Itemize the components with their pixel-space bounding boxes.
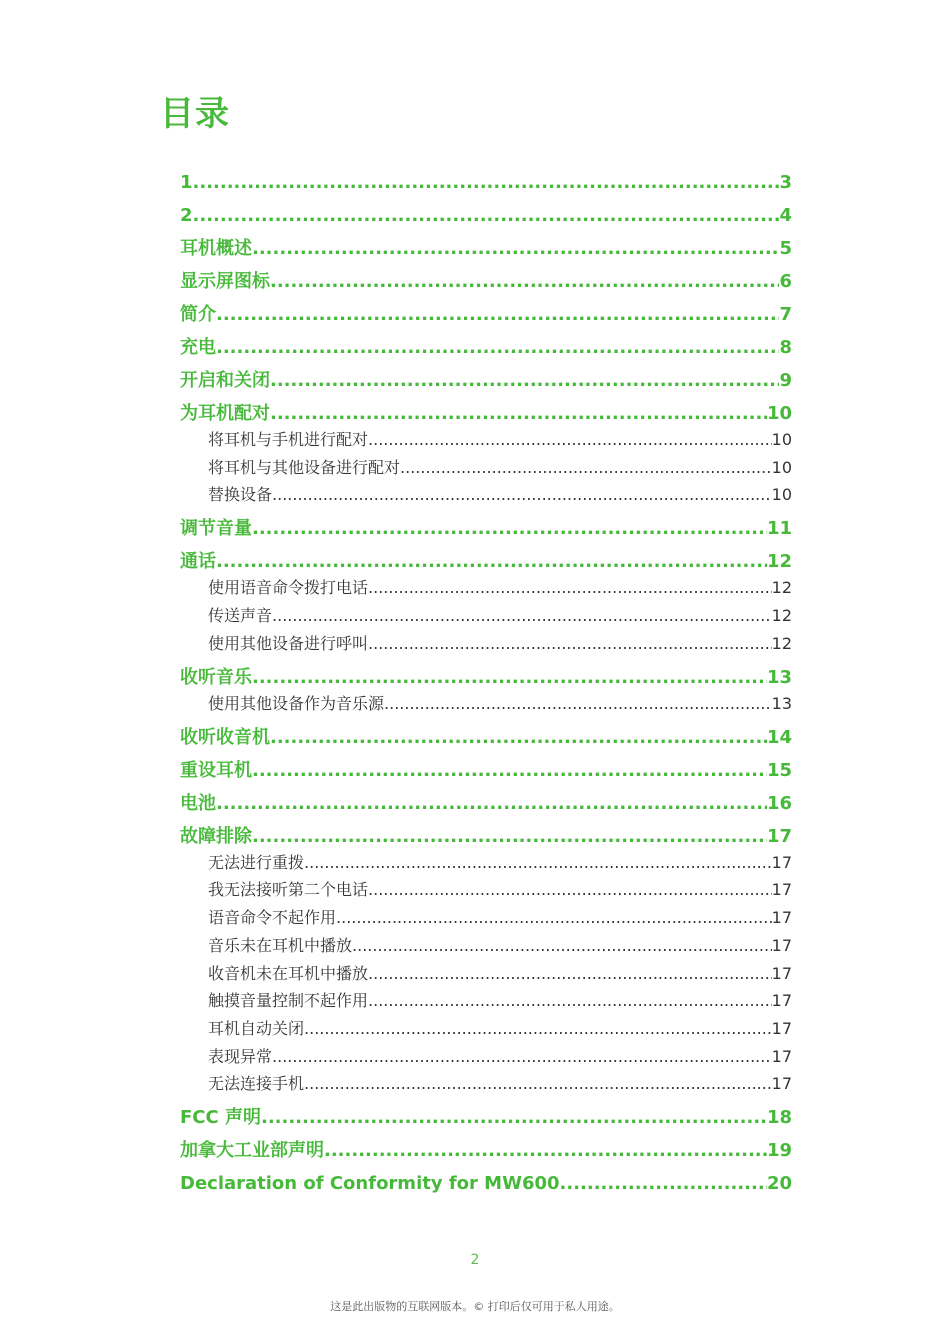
toc-entry-label: 耳机概述 bbox=[180, 238, 252, 259]
toc-entry-label: Declaration of Conformity for MW600 bbox=[180, 1173, 560, 1195]
toc-entry-label: 音乐未在耳机中播放 bbox=[208, 935, 353, 955]
toc-entry-label: 无法进行重拨 bbox=[208, 852, 305, 872]
page-number: 2 bbox=[470, 1252, 480, 1268]
toc-entry-page: 17 bbox=[766, 825, 792, 847]
toc-entry-label: 使用其他设备进行呼叫 bbox=[208, 633, 369, 653]
toc-subentry[interactable] bbox=[180, 630, 792, 663]
toc-dot-leader bbox=[560, 1169, 767, 1199]
toc-dot-leader bbox=[272, 1043, 772, 1070]
toc-entry-page: 11 bbox=[766, 518, 792, 540]
toc-dot-leader bbox=[384, 690, 772, 717]
toc-entry-page: 4 bbox=[779, 205, 792, 226]
toc-entry-label: 传送声音 bbox=[208, 606, 273, 626]
toc-entry-label: 语音命令不起作用 bbox=[208, 908, 337, 928]
toc-subentry[interactable] bbox=[180, 876, 792, 904]
toc-entry[interactable] bbox=[180, 756, 792, 789]
toc-entry-page: 3 bbox=[779, 172, 792, 193]
toc-entry[interactable] bbox=[180, 366, 792, 399]
toc-dot-leader bbox=[216, 300, 779, 330]
toc-entry-label: 显示屏图标 bbox=[180, 271, 270, 292]
toc-dot-leader bbox=[193, 168, 780, 198]
toc-entry[interactable] bbox=[180, 201, 792, 234]
toc-entry-page: 17 bbox=[771, 935, 792, 955]
toc-entry-page: 12 bbox=[771, 606, 792, 626]
toc-entry-label: 1 bbox=[180, 172, 193, 193]
toc-dot-leader bbox=[368, 426, 772, 453]
toc-entry-page: 17 bbox=[771, 880, 792, 900]
toc-entry-page: 13 bbox=[766, 666, 792, 688]
toc-subentry[interactable] bbox=[180, 602, 792, 630]
toc-entry[interactable] bbox=[180, 822, 792, 849]
toc-entry[interactable] bbox=[180, 1103, 792, 1136]
toc-entry-page: 13 bbox=[771, 693, 792, 713]
footer-note: 这是此出版物的互联网版本。© 打印后仅可用于私人用途。 bbox=[330, 1300, 620, 1313]
toc-entry-page: 14 bbox=[766, 726, 792, 748]
toc-entry-page: 10 bbox=[771, 485, 792, 505]
toc-dot-leader bbox=[261, 1103, 767, 1133]
toc-subentry[interactable] bbox=[180, 960, 792, 988]
toc-entry-label: 为耳机配对 bbox=[180, 403, 270, 424]
toc-entry-page: 17 bbox=[771, 1074, 792, 1094]
toc-entry-label: 故障排除 bbox=[180, 825, 252, 847]
toc-subentry[interactable] bbox=[180, 574, 792, 602]
toc-dot-leader bbox=[270, 723, 767, 753]
toc-entry-label: 加拿大工业部声明 bbox=[180, 1140, 324, 1162]
toc-entry-page: 12 bbox=[771, 578, 792, 598]
toc-dot-leader bbox=[216, 789, 767, 819]
toc-entry-page: 17 bbox=[771, 963, 792, 983]
toc-entry-page: 16 bbox=[766, 792, 792, 814]
toc-entry-label: 充电 bbox=[180, 337, 216, 358]
toc-entry-label: 调节音量 bbox=[180, 518, 252, 540]
toc-entry-page: 20 bbox=[766, 1173, 792, 1195]
toc-entry-label: 重设耳机 bbox=[180, 759, 252, 781]
toc-dot-leader bbox=[304, 1015, 772, 1042]
toc-dot-leader bbox=[216, 547, 767, 574]
toc-entry-label: 替换设备 bbox=[208, 485, 273, 505]
toc-dot-leader bbox=[368, 574, 772, 601]
toc-entry-label: 收听收音机 bbox=[180, 726, 270, 748]
toc-subentry[interactable] bbox=[180, 904, 792, 932]
toc-entry-label: 使用语音命令拨打电话 bbox=[208, 578, 369, 598]
toc-entry-page: 9 bbox=[779, 370, 792, 391]
toc-entry[interactable] bbox=[180, 547, 792, 574]
toc-entry[interactable] bbox=[180, 234, 792, 267]
toc-entry-label: 2 bbox=[180, 205, 193, 226]
toc-entry-label: FCC 声明 bbox=[180, 1107, 261, 1129]
toc-dot-leader bbox=[193, 201, 780, 231]
toc-entry-label: 简介 bbox=[180, 304, 216, 325]
toc-entry-label: 电池 bbox=[180, 792, 216, 814]
toc-entry-label: 表现异常 bbox=[208, 1046, 273, 1066]
toc-subentry[interactable] bbox=[180, 1070, 792, 1103]
toc-entry[interactable] bbox=[180, 723, 792, 756]
toc-dot-leader bbox=[272, 602, 772, 629]
toc-dot-leader bbox=[304, 849, 772, 876]
toc-entry[interactable] bbox=[180, 333, 792, 366]
toc-entry-page: 10 bbox=[771, 430, 792, 449]
toc-entry[interactable] bbox=[180, 789, 792, 822]
toc-dot-leader bbox=[270, 267, 779, 297]
toc-entry-page: 17 bbox=[771, 908, 792, 928]
toc-entry[interactable] bbox=[180, 267, 792, 300]
table-of-contents bbox=[180, 168, 792, 1202]
toc-subentry[interactable] bbox=[180, 932, 792, 960]
toc-entry-page: 5 bbox=[779, 238, 792, 259]
toc-entry-label: 开启和关闭 bbox=[180, 370, 270, 391]
toc-dot-leader bbox=[400, 454, 772, 481]
toc-subentry[interactable] bbox=[180, 1043, 792, 1071]
toc-entry-label: 收听音乐 bbox=[180, 666, 252, 688]
toc-entry-page: 12 bbox=[766, 551, 792, 573]
toc-subentry[interactable] bbox=[180, 987, 792, 1015]
toc-entry-label: 通话 bbox=[180, 551, 216, 573]
toc-entry-page: 15 bbox=[766, 759, 792, 781]
toc-dot-leader bbox=[368, 987, 772, 1014]
toc-entry-page: 19 bbox=[766, 1140, 792, 1162]
toc-dot-leader bbox=[304, 1070, 772, 1097]
toc-entry-label: 将耳机与其他设备进行配对 bbox=[208, 457, 401, 477]
toc-entry-page: 8 bbox=[779, 337, 792, 358]
toc-entry-page: 7 bbox=[779, 304, 792, 325]
toc-entry[interactable] bbox=[180, 399, 792, 426]
toc-subentry[interactable] bbox=[180, 426, 792, 454]
toc-dot-leader bbox=[252, 822, 767, 849]
toc-entry-page: 12 bbox=[771, 633, 792, 653]
toc-entry[interactable] bbox=[180, 1136, 792, 1169]
toc-entry-page: 17 bbox=[771, 1046, 792, 1066]
toc-entry-label: 触摸音量控制不起作用 bbox=[208, 991, 369, 1011]
toc-dot-leader bbox=[270, 399, 767, 426]
toc-entry-label: 收音机未在耳机中播放 bbox=[208, 963, 369, 983]
toc-entry-page: 18 bbox=[766, 1107, 792, 1129]
toc-entry[interactable] bbox=[180, 168, 792, 201]
toc-subentry[interactable] bbox=[180, 454, 792, 482]
toc-subentry[interactable] bbox=[180, 690, 792, 723]
toc-entry[interactable] bbox=[180, 1169, 792, 1202]
toc-dot-leader bbox=[352, 932, 772, 959]
toc-entry-page: 17 bbox=[771, 1018, 792, 1038]
toc-dot-leader bbox=[270, 366, 779, 396]
toc-entry-label: 耳机自动关闭 bbox=[208, 1018, 305, 1038]
toc-dot-leader bbox=[216, 333, 779, 363]
toc-dot-leader bbox=[368, 630, 772, 657]
toc-dot-leader bbox=[368, 876, 772, 903]
toc-entry-label: 使用其他设备作为音乐源 bbox=[208, 693, 385, 713]
toc-entry-label: 无法连接手机 bbox=[208, 1074, 305, 1094]
toc-dot-leader bbox=[252, 663, 767, 690]
toc-dot-leader bbox=[252, 514, 767, 544]
toc-dot-leader bbox=[252, 756, 767, 786]
toc-entry-label: 将耳机与手机进行配对 bbox=[208, 430, 369, 449]
toc-subentry[interactable] bbox=[180, 849, 792, 877]
toc-entry-page: 10 bbox=[771, 457, 792, 477]
toc-subentry[interactable] bbox=[180, 481, 792, 514]
toc-entry-label: 我无法接听第二个电话 bbox=[208, 880, 369, 900]
toc-entry-page: 6 bbox=[779, 271, 792, 292]
toc-dot-leader bbox=[324, 1136, 767, 1166]
toc-entry-page: 17 bbox=[771, 852, 792, 872]
toc-entry[interactable] bbox=[180, 300, 792, 333]
toc-dot-leader bbox=[336, 904, 772, 931]
toc-dot-leader bbox=[252, 234, 779, 264]
toc-entry[interactable] bbox=[180, 663, 792, 690]
page-title: 目录 bbox=[160, 94, 230, 134]
toc-entry[interactable] bbox=[180, 514, 792, 547]
toc-subentry[interactable] bbox=[180, 1015, 792, 1043]
toc-entry-page: 17 bbox=[771, 991, 792, 1011]
toc-dot-leader bbox=[368, 960, 772, 987]
toc-dot-leader bbox=[272, 481, 772, 508]
toc-entry-page: 10 bbox=[766, 403, 792, 424]
